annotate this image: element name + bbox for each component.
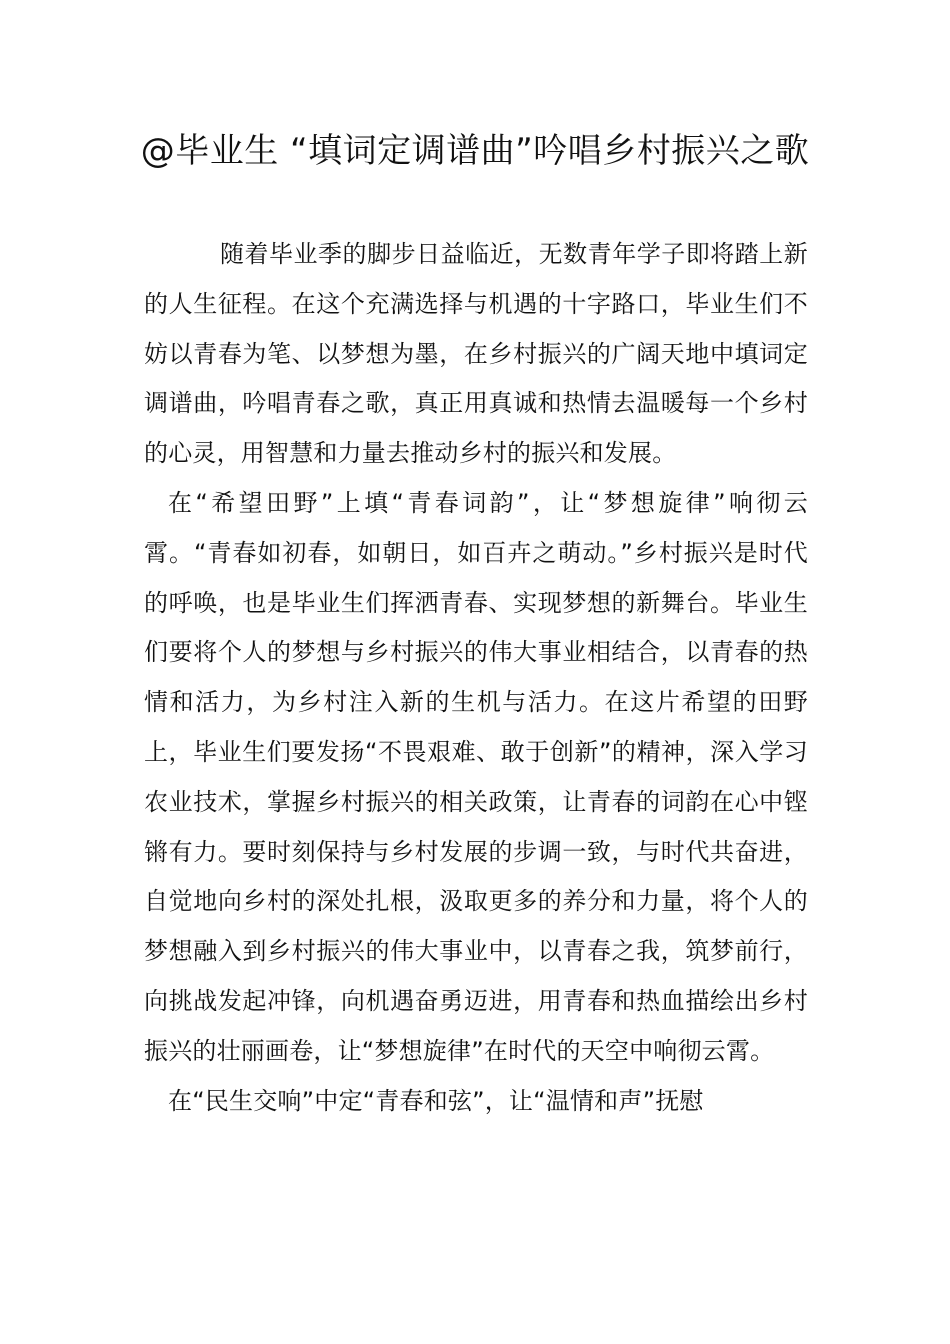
paragraph-hope-fields: 在“希望田野”上填“青春词韵”，让“梦想旋律”响彻云霄。“青春如初春，如朝日，如百卉之萌动。”乡村振兴是时代的呼唤，也是毕业生们挥洒青春、实现梦想的新舞台。毕业生们要将个人的梦想与乡村振兴的伟大事业相结合，以青春的热情和活力，为乡村注入新的生机与活力。在这片希望的田野上，毕业生们要发扬“不畏艰难、敢于创新”的精神，深入学习农业技术，掌握乡村振兴的相关政策，让青春的词韵在心中铿锵有力。要时刻保持与乡村发展的步调一致，与时代共奋进，自觉地向乡村的深处扎根，汲取更多的养分和力量，将个人的梦想融入到乡村振兴的伟大事业中，以青春之我，筑梦前行，向挑战发起冲锋，向机遇奋勇迈进，用青春和热血描绘出乡村振兴的壮丽画卷，让“梦想旋律”在时代的天空中响彻云霄。 [144,488,808,1065]
document-title: @毕业生 “填词定调谱曲”吟唱乡村振兴之歌 [140,131,810,171]
paragraph-livelihood: 在“民生交响”中定“青春和弦”，让“温情和声”抚慰 [168,1086,704,1115]
document-body [144,230,808,1126]
paragraph-intro: 随着毕业季的脚步日益临近，无数青年学子即将踏上新的人生征程。在这个充满选择与机遇的十字路口，毕业生们不妨以青春为笔、以梦想为墨，在乡村振兴的广阔天地中填词定调谱曲，吟唱青春之歌，真正用真诚和热情去温暖每一个乡村的心灵，用智慧和力量去推动乡村的振兴和发展。 [144,240,808,468]
